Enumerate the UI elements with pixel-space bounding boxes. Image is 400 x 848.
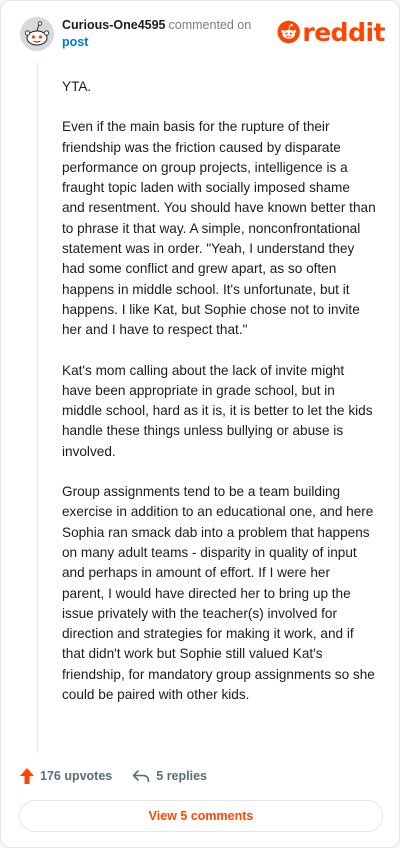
author-name[interactable]: Curious-One4595 xyxy=(62,18,166,32)
reddit-logo[interactable] xyxy=(277,17,385,47)
comment-header xyxy=(17,15,385,55)
comment-paragraph: Group assignments tend to be a team building exercise in addition to an educational one, and here Sophia ran smack dab into a problem that happens on many adult teams - disparity in quality of input and perhaps in amount of effort. If I were her parent, I would have directed her to bring up the issue privately with the teacher(s) involved for direction and strategies for making it work, and if that didn't work but Sophie still valued Kat's friendship, for mandatory group assignments so she could be paired with other kids. xyxy=(62,484,375,703)
thread-line[interactable] xyxy=(37,63,38,753)
reply-count: 5 replies xyxy=(156,769,207,783)
comment-footer xyxy=(19,765,379,787)
snoo-avatar-icon[interactable] xyxy=(19,16,55,52)
upvote-button[interactable] xyxy=(19,767,112,785)
comment-paragraph: Kat's mom calling about the lack of invite might have been appropriate in grade school, but in middle school, hard as it is, it is better to let the kids handle these things unless bullying or abuse is involved. xyxy=(62,362,373,459)
comment-body xyxy=(62,77,376,725)
reddit-snoo-icon xyxy=(277,19,300,45)
comment-action-text: commented on xyxy=(168,18,252,32)
comment-meta xyxy=(62,17,272,51)
comment-paragraph: YTA. xyxy=(62,79,92,94)
reply-arrow-icon xyxy=(132,769,150,783)
reply-button[interactable] xyxy=(132,769,207,783)
reddit-wordmark: reddit xyxy=(302,17,385,47)
upvote-arrow-icon xyxy=(19,767,35,785)
view-comments-button[interactable]: View 5 comments xyxy=(19,800,383,832)
post-link[interactable]: post xyxy=(62,35,89,49)
comment-paragraph: Even if the main basis for the rupture of their friendship was the friction caused by disparate performance on group projects, intelligence is a fraught topic laden with socially imposed shame and resentment. You should have known better than to phrase it that way. A simple, nonconfrontational statement was in order. "Yeah, I understand they had some conflict and grew apart, as so often happens in middle school. It's unfortunate, but it happens. I like Kat, but Sophie chose not to invite her and I have to respect that." xyxy=(62,119,376,338)
upvote-count: 176 upvotes xyxy=(40,769,113,783)
